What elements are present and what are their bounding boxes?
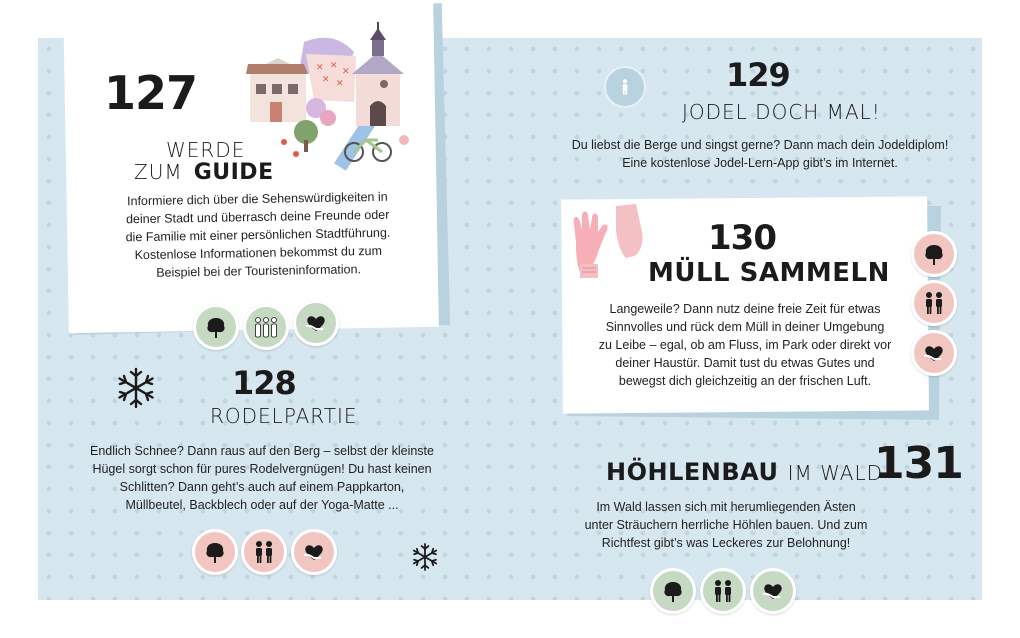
item-129-number: 129 — [726, 56, 790, 94]
item-127-title-light: ZUM — [134, 160, 183, 184]
item-131-title — [606, 458, 883, 486]
tree-icon — [650, 568, 696, 614]
item-131-number: 131 — [874, 438, 963, 489]
svg-text:✕: ✕ — [336, 79, 344, 89]
text-line: Richtfest gibt’s was Leckeres zur Belohnung! — [601, 536, 851, 550]
text-line: Sinnvolles und rück dem Müll in deiner Umgebung — [605, 320, 885, 334]
svg-text:✕: ✕ — [330, 61, 338, 71]
town-illustration — [244, 22, 424, 172]
item-130-number: 130 — [708, 218, 776, 258]
item-127-number: 127 — [104, 66, 198, 120]
snowflake-icon — [114, 366, 158, 410]
text-line: die Familie mit einer persönlichen Stadtführung. — [125, 225, 391, 245]
tree-icon — [911, 231, 957, 277]
item-130-text — [580, 300, 910, 390]
pair-icon — [241, 529, 287, 575]
item-129-title: JODEL DOCH MAL! — [682, 100, 881, 124]
item-127-title-line1: WERDE — [166, 138, 246, 162]
item-131-title-bold: HÖHLENBAU — [606, 458, 779, 486]
item-128-text — [76, 442, 448, 514]
text-line: deiner Haustür. Damit tust du etwas Gutes und — [615, 356, 875, 370]
item-131-title-light: IM WALD — [787, 461, 883, 485]
text-line: unter Sträuchern herrliche Höhlen bauen. Und zum — [584, 518, 868, 532]
text-line: Du liebst die Berge und singst gerne? Dann mach dein Jodeldiplom! — [571, 138, 949, 152]
item-131-text — [560, 498, 892, 552]
person-icon — [604, 66, 646, 108]
text-line: Kostenlose Informationen bekommst du zum — [134, 243, 383, 263]
item-127-title-bold: GUIDE — [193, 160, 274, 185]
svg-text:✕: ✕ — [316, 63, 324, 73]
heart-hand-icon — [293, 300, 339, 346]
text-line: Schlitten? Dann geht’s auch auf einem Pappkarton, — [119, 480, 405, 494]
text-line: bewegst dich gleichzeitig an der frischen Luft. — [618, 374, 872, 388]
text-line: Langeweile? Dann nutz deine freie Zeit für etwas — [609, 302, 881, 316]
heart-hand-icon — [911, 330, 957, 376]
heart-hand-icon — [291, 529, 337, 575]
text-line: Eine kostenlose Jodel-Lern-App gibt’s im Internet. — [622, 156, 898, 170]
svg-text:✕: ✕ — [322, 75, 330, 85]
text-line: Endlich Schnee? Dann raus auf den Berg – selbst der kleinste — [90, 444, 434, 458]
text-line: deiner Stadt und überrasch deine Freunde oder — [125, 207, 390, 227]
tree-icon — [192, 529, 238, 575]
text-line: Beispiel bei der Touristeninformation. — [156, 262, 362, 280]
snowflake-icon — [410, 542, 440, 572]
item-128-number: 128 — [232, 364, 296, 402]
pair-icon — [700, 568, 746, 614]
tree-icon — [193, 304, 239, 350]
gloves-illustration — [568, 202, 658, 282]
heart-hand-icon — [750, 568, 796, 614]
pair-icon — [911, 280, 957, 326]
group-icon — [243, 304, 289, 350]
text-line: Im Wald lassen sich mit herumliegenden Ästen — [596, 500, 856, 514]
svg-text:✕: ✕ — [342, 67, 350, 77]
text-line: Müllbeutel, Backblech oder auf der Yoga-Matte ... — [125, 498, 399, 512]
item-130-title: MÜLL SAMMELN — [648, 258, 890, 288]
item-129-text — [540, 136, 980, 172]
item-128-title: RODELPARTIE — [210, 404, 358, 428]
text-line: zu Leibe – egal, ob am Fluss, im Park oder direkt vor — [598, 338, 892, 352]
item-127-title-line2 — [134, 160, 274, 185]
text-line: Informiere dich über die Sehenswürdigkeiten in — [126, 189, 388, 209]
item-127-text — [107, 187, 409, 282]
text-line: Hügel sorgt schon für pures Rodelvergnügen! Du hast keinen — [92, 462, 432, 476]
